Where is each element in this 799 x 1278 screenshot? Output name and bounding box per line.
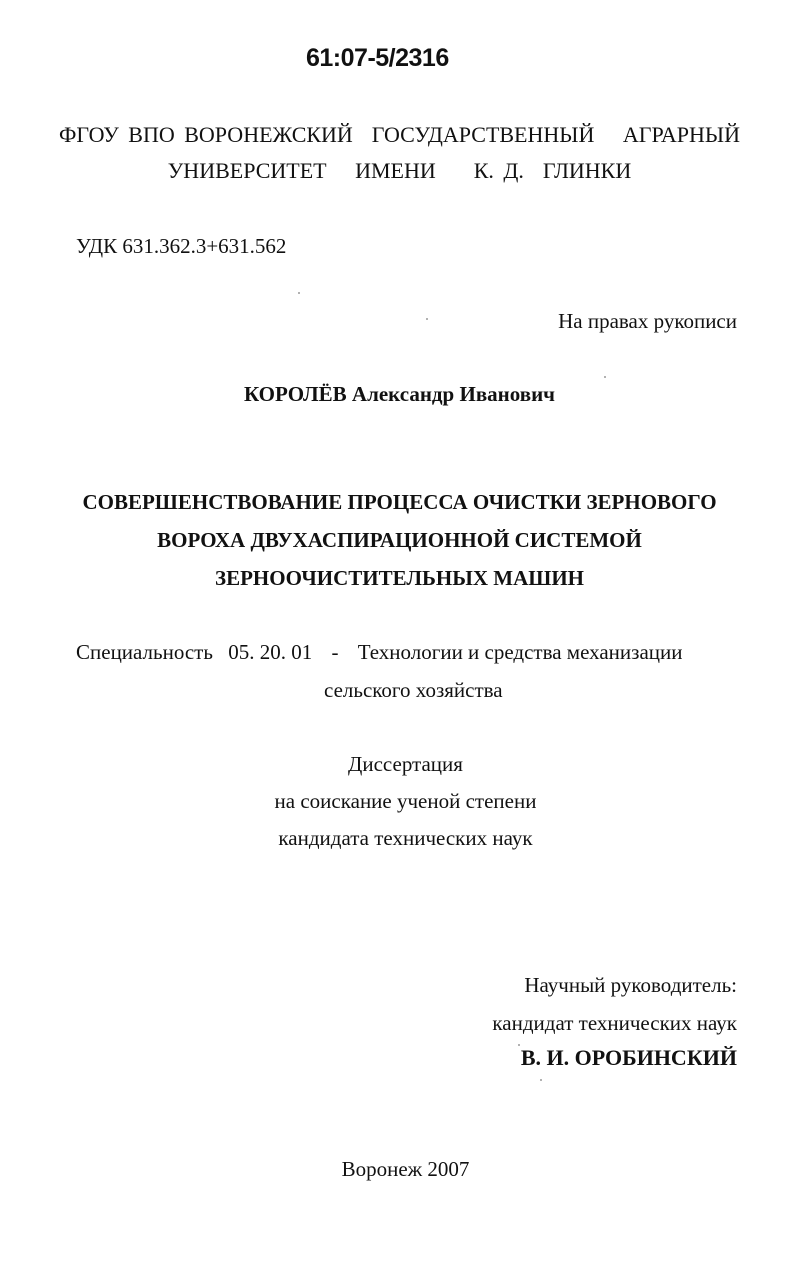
scan-speck bbox=[298, 292, 300, 294]
dissertation-line-2: на соискание ученой степени bbox=[274, 789, 537, 813]
specialty-name-line-2: сельского хозяйства bbox=[324, 678, 503, 702]
institution-line-1: ФГОУ ВПО ВОРОНЕЖСКИЙ ГОСУДАРСТВЕННЫЙ АГРАРНЫЙ bbox=[59, 122, 740, 147]
udk-code: УДК 631.362.3+631.562 bbox=[76, 234, 287, 258]
stamp-number: 61:07-5/2316 bbox=[306, 44, 449, 72]
specialty-label: Специальность bbox=[76, 640, 213, 664]
institution-line-2: УНИВЕРСИТЕТ ИМЕНИ К. Д. ГЛИНКИ bbox=[167, 158, 632, 183]
specialty-name-line-1: Технологии и средства механизации bbox=[357, 640, 683, 664]
scan-speck bbox=[604, 376, 606, 378]
supervisor-degree: кандидат технических наук bbox=[492, 1011, 737, 1035]
supervisor-label: Научный руководитель: bbox=[524, 973, 737, 997]
footer-city-year: Воронеж 2007 bbox=[341, 1157, 470, 1181]
author-name: КОРОЛЁВ Александр Иванович bbox=[243, 382, 556, 406]
specialty-code: 05. 20. 01 bbox=[228, 640, 313, 664]
scan-speck bbox=[540, 1079, 542, 1081]
dissertation-line-1: Диссертация bbox=[348, 752, 463, 776]
supervisor-name: В. И. ОРОБИНСКИЙ bbox=[520, 1045, 737, 1070]
specialty-dash: - bbox=[331, 640, 339, 664]
scan-speck bbox=[426, 318, 428, 320]
specialty-line bbox=[76, 642, 683, 663]
title-line-3: ЗЕРНООЧИСТИТЕЛЬНЫХ МАШИН bbox=[214, 566, 584, 590]
scan-speck bbox=[518, 1044, 520, 1046]
dissertation-line-3: кандидата технических наук bbox=[278, 826, 533, 850]
title-line-1: СОВЕРШЕНСТВОВАНИЕ ПРОЦЕССА ОЧИСТКИ ЗЕРНОВОГО bbox=[82, 490, 717, 514]
rights-note: На правах рукописи bbox=[558, 309, 737, 333]
title-line-2: ВОРОХА ДВУХАСПИРАЦИОННОЙ СИСТЕМОЙ bbox=[157, 528, 642, 552]
